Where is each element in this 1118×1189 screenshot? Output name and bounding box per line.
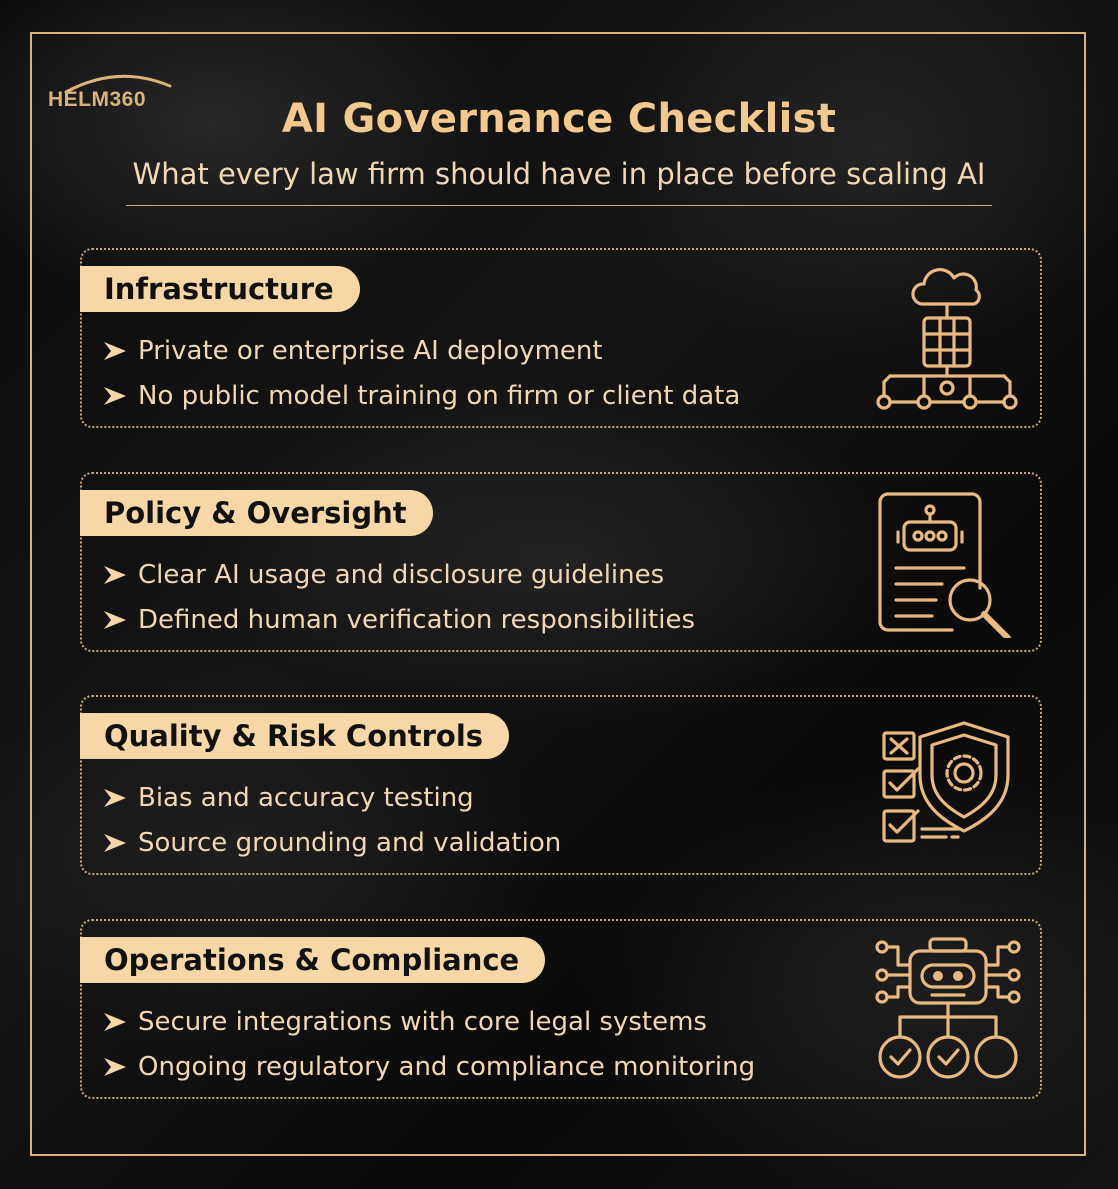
cloud-server-network-icon [872,262,1022,417]
list-item-text: Ongoing regulatory and compliance monitoring [138,1051,756,1082]
chevron-right-icon [102,787,128,809]
list-item-text: Defined human verification responsibilities [138,604,696,635]
title-divider [126,205,992,206]
chevron-right-icon [102,564,128,586]
chevron-right-icon [102,385,128,407]
chevron-right-icon [102,609,128,631]
list-item-text: Private or enterprise AI deployment [138,335,603,366]
bullet-list [102,999,755,1089]
list-item-text: Source grounding and validation [138,827,562,858]
bullet-list [102,328,740,418]
chevron-right-icon [102,832,128,854]
chevron-right-icon [102,1011,128,1033]
list-item [102,999,755,1044]
list-item [102,328,740,373]
list-item [102,1044,755,1089]
list-item-text: Clear AI usage and disclosure guidelines [138,559,665,590]
robot-network-check-icon [872,935,1024,1085]
list-item [102,597,695,642]
section-heading: Policy & Oversight [80,490,433,536]
section-operations-compliance [80,919,1042,1099]
page-title: AI Governance Checklist [281,96,837,142]
chevron-right-icon [102,340,128,362]
list-item [102,552,695,597]
section-policy-oversight [80,472,1042,652]
section-heading: Infrastructure [80,266,360,312]
list-item [102,373,740,418]
logo-text: HELM360 [48,88,147,111]
list-item-text: Secure integrations with core legal systems [138,1006,707,1037]
bullet-list [102,775,561,865]
list-item-text: No public model training on firm or client data [138,380,741,411]
section-infrastructure [80,248,1042,428]
chevron-right-icon [102,1056,128,1078]
bullet-list [102,552,695,642]
list-item [102,775,561,820]
section-quality-risk-controls [80,695,1042,875]
page-subtitle: What every law firm should have in place before scaling AI [132,157,986,191]
list-item-text: Bias and accuracy testing [138,782,474,813]
section-heading: Quality & Risk Controls [80,713,509,759]
robot-document-search-icon [872,488,1022,638]
list-item [102,820,561,865]
section-heading: Operations & Compliance [80,937,545,983]
shield-gear-checklist-icon [880,719,1020,854]
